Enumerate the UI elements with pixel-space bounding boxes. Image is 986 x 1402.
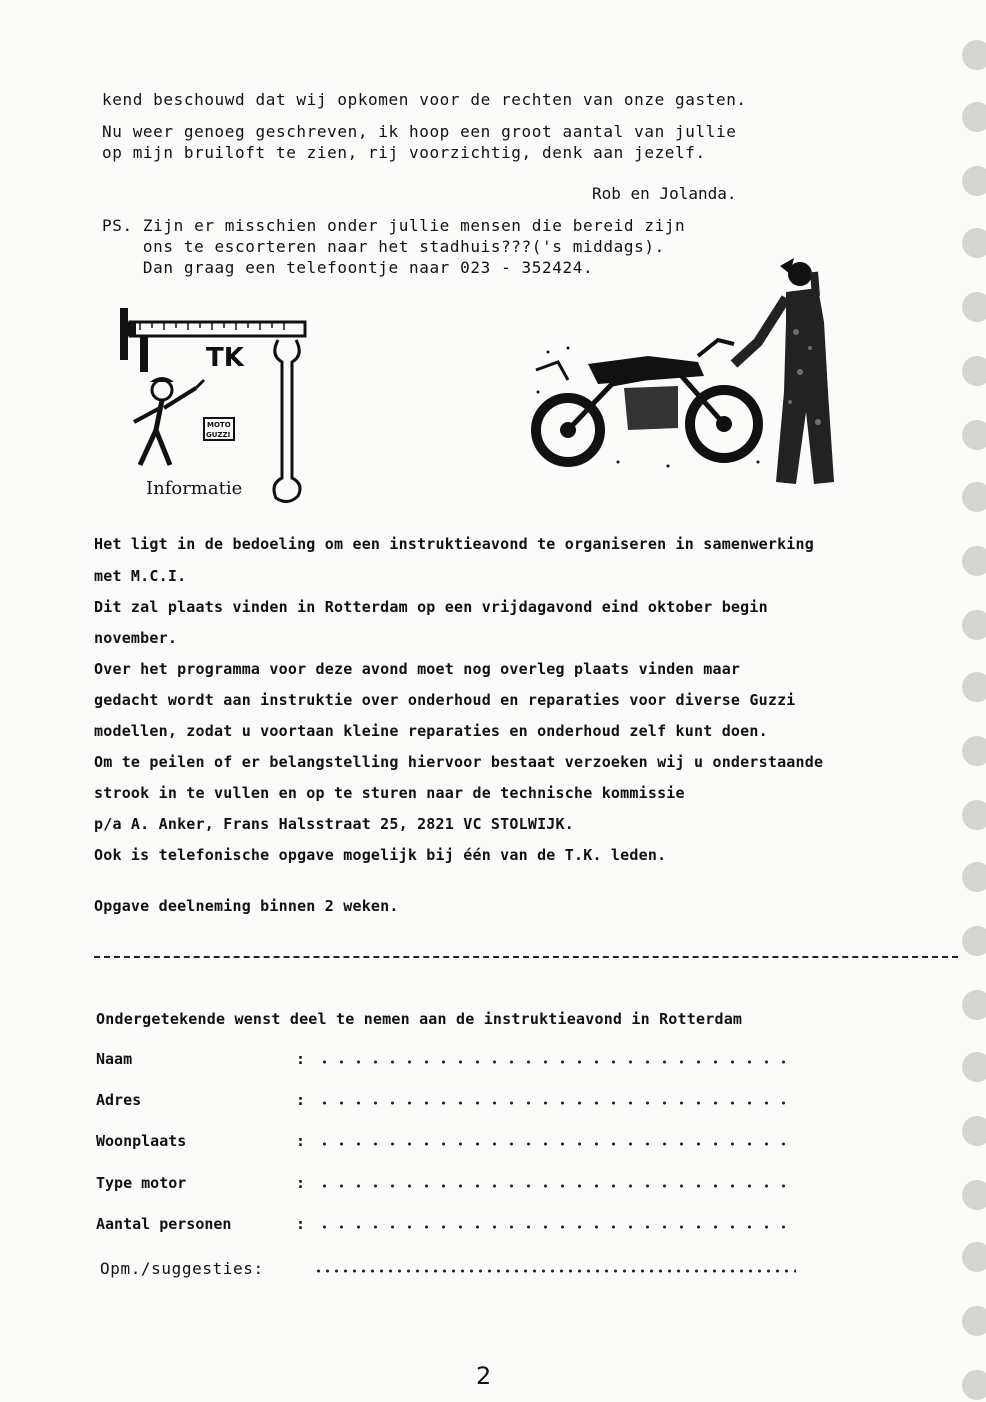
form-label: Woonplaats — [96, 1132, 187, 1150]
page-number: 2 — [476, 1362, 492, 1390]
body-line-7: modellen, zodat u voortaan kleine reparaties en onderhoud zelf kunt doen. — [94, 722, 768, 740]
form-row-woonplaats — [96, 1132, 796, 1156]
cut-line — [94, 956, 958, 958]
form-colon: : — [296, 1174, 306, 1192]
form-colon: : — [296, 1050, 306, 1068]
body-line-8: Om te peilen of er belangstelling hiervoor bestaat verzoeken wij u onderstaande — [94, 753, 824, 771]
form-colon: : — [296, 1215, 306, 1233]
form-row-naam — [96, 1050, 796, 1074]
form-label: Type motor — [96, 1174, 187, 1192]
aantal-personen-field[interactable] — [316, 1225, 798, 1229]
svg-text:MOTO: MOTO — [207, 421, 231, 429]
suggesties-field[interactable] — [314, 1269, 796, 1273]
motorcycle-illustration — [528, 252, 910, 492]
body-line-5: Over het programma voor deze avond moet nog overleg plaats vinden maar — [94, 660, 741, 678]
form-colon: : — [296, 1091, 306, 1109]
form-label: Opm./suggesties: — [100, 1259, 264, 1278]
woonplaats-field[interactable] — [316, 1142, 798, 1146]
tk-letters: TK — [206, 343, 244, 373]
binder-holes — [956, 40, 986, 1402]
body-line-3: Dit zal plaats vinden in Rotterdam op een vrijdagavond eind oktober begin — [94, 598, 768, 616]
intro-line-2: Nu weer genoeg geschreven, ik hoop een groot aantal van jullie — [102, 122, 737, 141]
intro-line-1: kend beschouwd dat wij opkomen voor de rechten van onze gasten. — [102, 90, 747, 109]
form-heading: Ondergetekende wenst deel te nemen aan de instruktieavond in Rotterdam — [96, 1010, 743, 1028]
form-label: Aantal personen — [96, 1215, 232, 1233]
body-line-10: p/a A. Anker, Frans Halsstraat 25, 2821 VC STOLWIJK. — [94, 815, 574, 833]
body-line-6: gedacht wordt aan instruktie over onderhoud en reparaties voor diverse Guzzi — [94, 691, 796, 709]
body-line-11: Ook is telefonische opgave mogelijk bij één van de T.K. leden. — [94, 846, 667, 864]
form-row-type-motor — [96, 1174, 796, 1198]
svg-text:GUZZI: GUZZI — [206, 431, 231, 439]
ps-line-2: ons te escorteren naar het stadhuis???('s middags). — [102, 237, 665, 256]
signature: Rob en Jolanda. — [592, 184, 737, 203]
form-label: Naam — [96, 1050, 133, 1068]
adres-field[interactable] — [316, 1101, 798, 1105]
body-line-12: Opgave deelneming binnen 2 weken. — [94, 897, 399, 915]
ps-line-1: PS. Zijn er misschien onder jullie mensen die bereid zijn — [102, 216, 686, 235]
body-line-1: Het ligt in de bedoeling om een instruktieavond te organiseren in samenwerking — [94, 535, 814, 553]
form-row-aantal-personen — [96, 1215, 796, 1239]
form-row-adres — [96, 1091, 796, 1115]
form-label: Adres — [96, 1091, 142, 1109]
form-colon: : — [296, 1132, 306, 1150]
intro-line-3: op mijn bruiloft te zien, rij voorzichtig, denk aan jezelf. — [102, 143, 706, 162]
body-line-9: strook in te vullen en op te sturen naar de technische kommissie — [94, 784, 685, 802]
body-line-4: november. — [94, 629, 178, 647]
logo-caption: Informatie — [146, 478, 243, 499]
form-row-opmerkingen — [100, 1259, 800, 1283]
ps-line-3: Dan graag een telefoontje naar 023 - 352424. — [102, 258, 594, 277]
naam-field[interactable] — [316, 1060, 798, 1064]
body-line-2: met M.C.I. — [94, 567, 187, 585]
type-motor-field[interactable] — [316, 1184, 798, 1188]
